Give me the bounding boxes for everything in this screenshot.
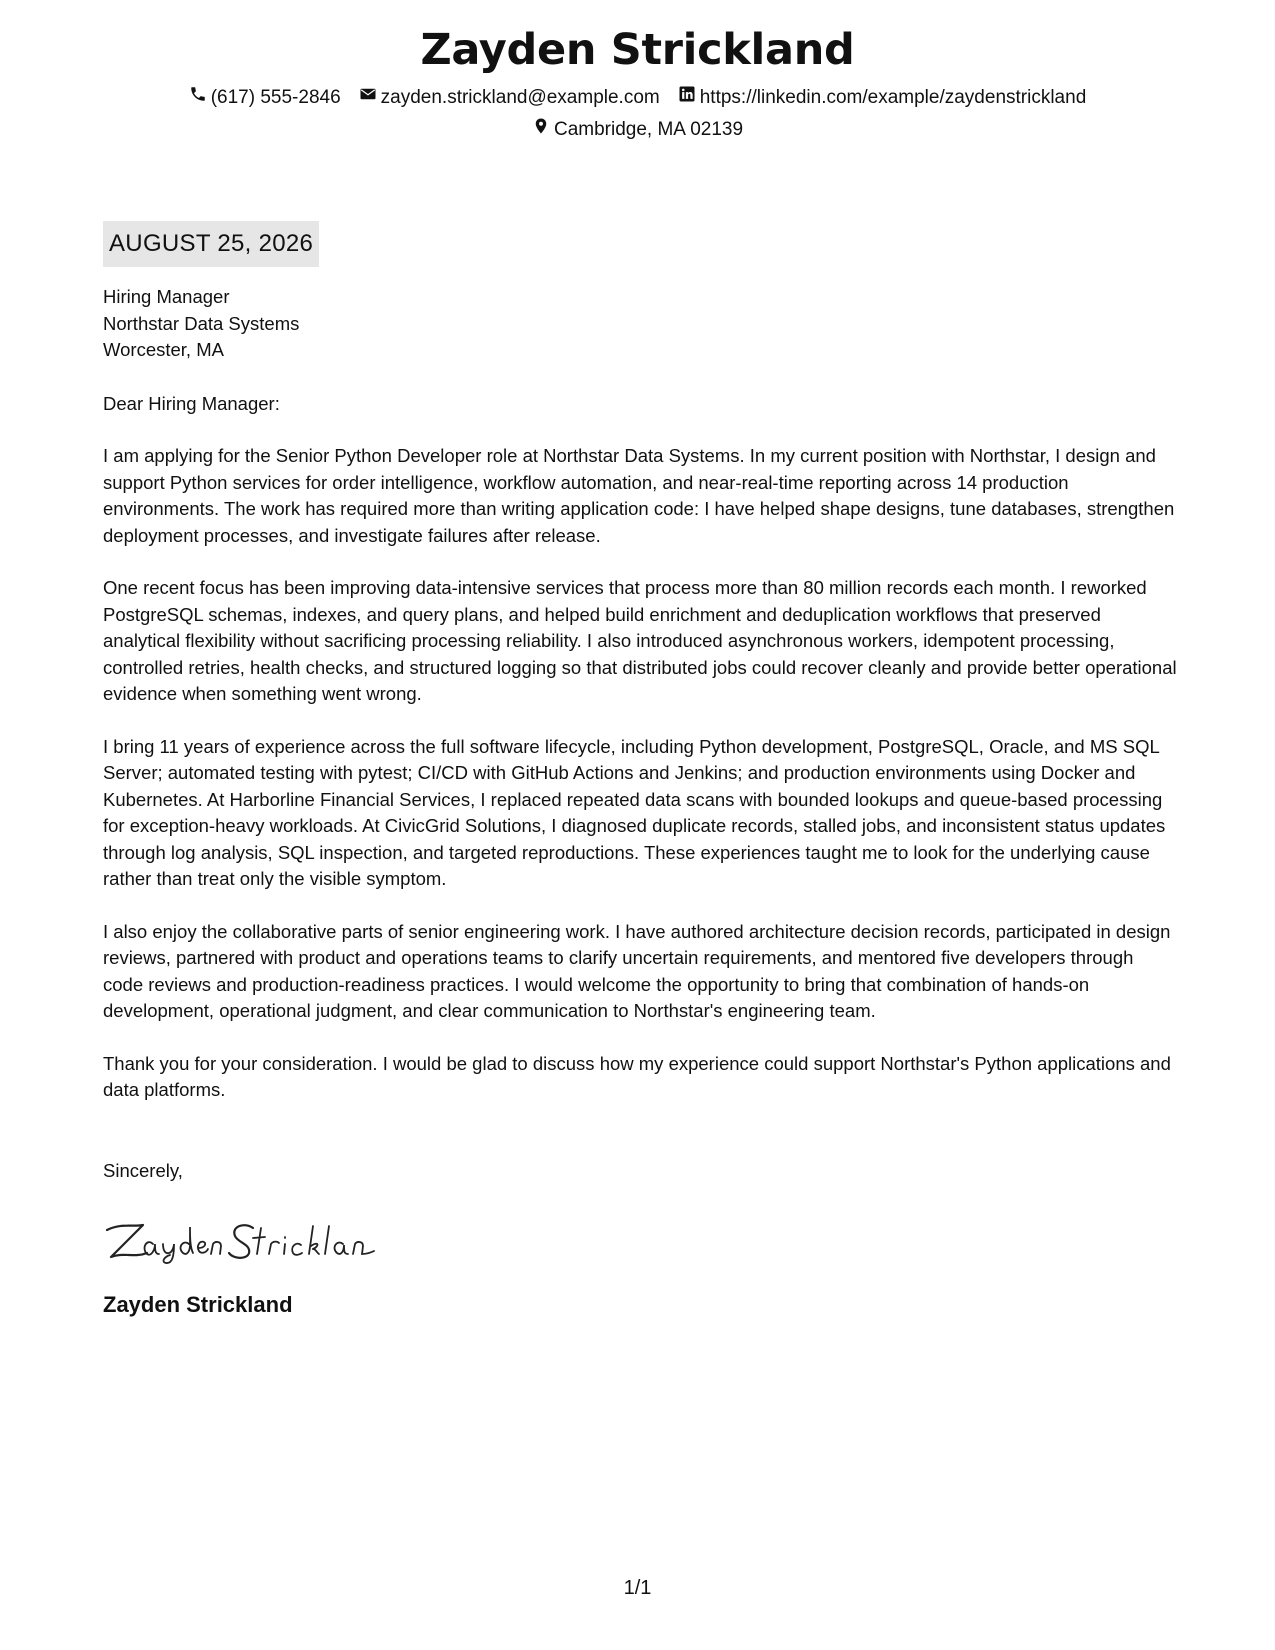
recipient-company: Northstar Data Systems: [103, 312, 300, 334]
body-paragraph: I also enjoy the collaborative parts of senior engineering work. I have authored architecture decision records, participated in design reviews, partnered with product and operations teams to clarify uncertain requirements, and mentored five developers through code reviews and production-readiness practices. I would welcome the opportunity to bring that combination of hands-on development, operational judgment, and clear communication to Northstar's engineering team.: [103, 920, 1171, 1021]
contact-phone: [189, 84, 341, 112]
body-paragraph: Thank you for your consideration. I would be glad to discuss how my experience could support Northstar's Python applications and data platforms.: [103, 1052, 1171, 1100]
recipient-title: Hiring Manager: [103, 286, 230, 307]
phone-icon: [189, 84, 207, 112]
contact-row: [0, 84, 1275, 112]
recipient-location: Worcester, MA: [103, 339, 224, 360]
envelope-icon: [359, 84, 377, 112]
email-address[interactable]: zayden.strickland@example.com: [380, 87, 660, 108]
contact-linkedin[interactable]: [678, 84, 1087, 112]
page-number: 1/1: [623, 1577, 652, 1599]
phone-number: (617) 555-2846: [210, 87, 341, 108]
handwritten-signature: [103, 1214, 383, 1266]
letter-header: [0, 22, 1275, 144]
location-row: [0, 116, 1275, 144]
body-paragraph: I bring 11 years of experience across the full software lifecycle, including Python development, PostgreSQL, Oracle, and MS SQL Server; automated testing with pytest; CI/CD with GitHub Actions and Jenkins; and production environments using Docker and Kubernetes. At Harborline Financial Services, I replaced repeated data scans with bounded lookups and queue-based processing for exception-heavy workloads. At CivicGrid Solutions, I diagnosed duplicate records, stalled jobs, and inconsistent status updates through log analysis, SQL inspection, and targeted reproductions. These experiences taught me to look for the underlying cause rather than treat only the visible symptom.: [103, 735, 1166, 889]
linkedin-icon: [678, 84, 696, 112]
salutation: Dear Hiring Manager:: [103, 392, 280, 414]
closing: Sincerely,: [103, 1159, 183, 1181]
map-marker-icon: [532, 116, 550, 144]
contact-location: [532, 116, 743, 144]
contact-email[interactable]: [359, 84, 660, 112]
letter-body: [103, 221, 1178, 1320]
linkedin-url[interactable]: https://linkedin.com/example/zaydenstrickland: [699, 87, 1087, 108]
body-paragraph: I am applying for the Senior Python Developer role at Northstar Data Systems. In my current position with Northstar, I design and support Python services for order intelligence, workflow automation, and near-real-time reporting across 14 production environments. The work has required more than writing application code: I have helped shape designs, tune databases, strengthen deployment processes, and investigate failures after release.: [103, 445, 1175, 546]
body-paragraph: One recent focus has been improving data-intensive services that process more than 80 million records each month. I reworked PostgreSQL schemas, indexes, and query plans, and helped build enrichment and deduplication workflows that preserved analytical flexibility without sacrificing processing reliability. I also introduced asynchronous workers, idempotent processing, controlled retries, health checks, and structured logging so that distributed jobs could recover cleanly and provide better operational evidence when something went wrong.: [103, 577, 1177, 704]
recipient-block: [103, 284, 1178, 364]
signer-name: Zayden Strickland: [103, 1292, 293, 1317]
letter-date: AUGUST 25, 2026: [103, 221, 319, 267]
location-text: Cambridge, MA 02139: [553, 119, 744, 140]
applicant-name: Zayden Strickland: [420, 25, 855, 75]
